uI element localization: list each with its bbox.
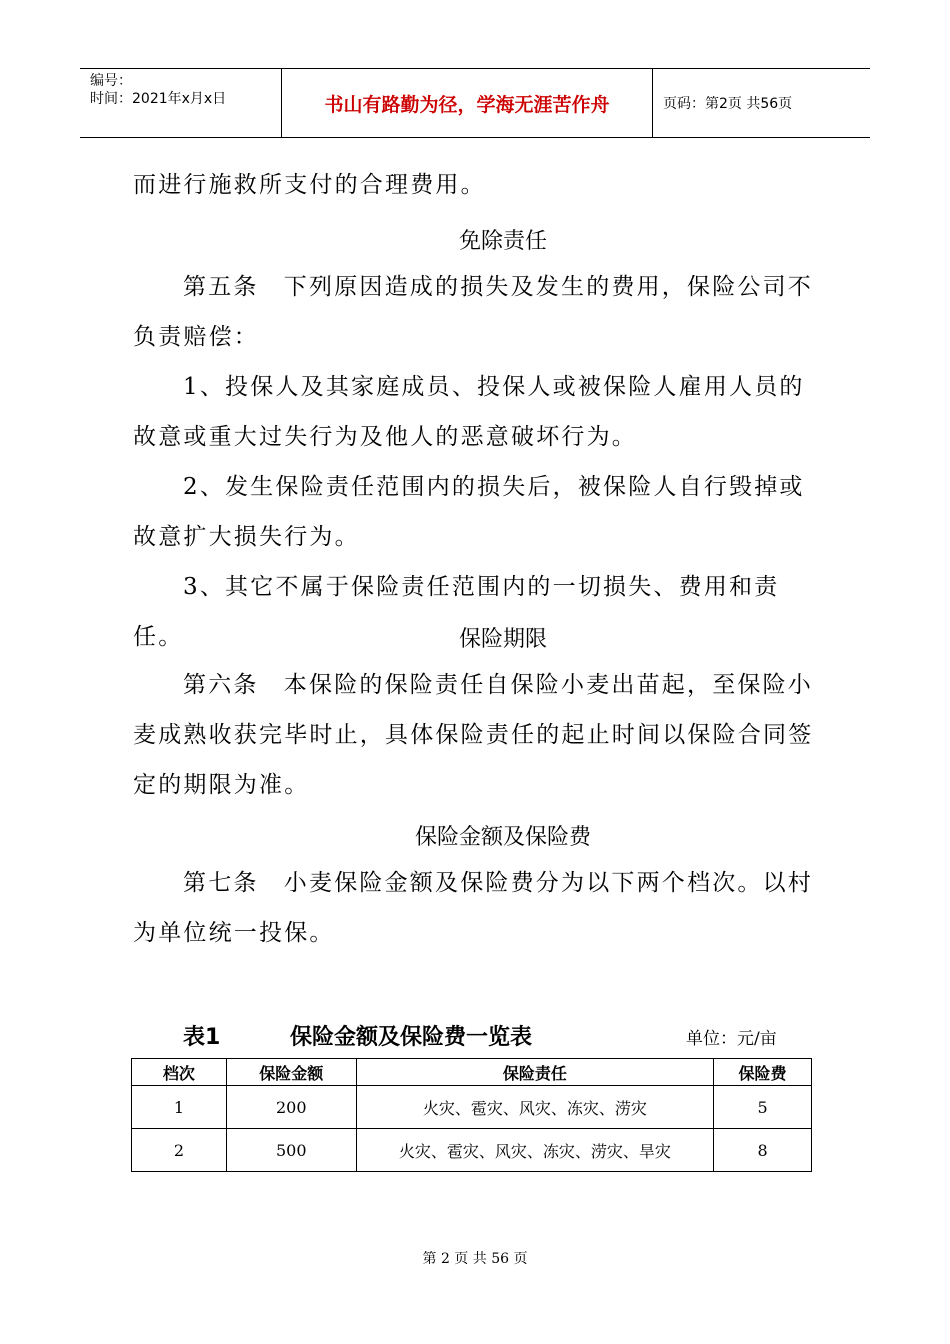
table-cell: 8	[714, 1129, 812, 1172]
exclusion-item-3: 3、其它不属于保险责任范围内的一切损失、费用和责任。	[133, 574, 780, 650]
paragraph-continuation: 而进行施救所支付的合理费用。	[133, 172, 486, 198]
table-caption-title: 保险金额及保险费一览表	[290, 1025, 533, 1050]
column-header: 保险责任	[356, 1059, 713, 1086]
table-cell: 火灾、雹灾、风灾、冻灾、涝灾、旱灾	[356, 1129, 713, 1172]
table-cell: 火灾、雹灾、风灾、冻灾、涝灾	[356, 1086, 713, 1129]
table-cell: 200	[226, 1086, 356, 1129]
column-header: 档次	[132, 1059, 227, 1086]
table-caption-number: 表1	[183, 1025, 221, 1050]
table-cell: 5	[714, 1086, 812, 1129]
article-6: 第六条 本保险的保险责任自保险小麦出苗起，至保险小麦成熟收获完毕时止，具体保险责任的起止时间以保险合同签定的期限为准。	[133, 672, 814, 798]
premium-table	[131, 1058, 812, 1172]
table-cell: 2	[132, 1129, 227, 1172]
number-label: 编号：	[90, 73, 132, 89]
table-unit: 单位：元/亩	[686, 1029, 777, 1049]
exclusion-item-1: 1、投保人及其家庭成员、投保人或被保险人雇用人员的故意或重大过失行为及他人的恶意破坏行为。	[133, 374, 805, 450]
header-meta	[80, 69, 282, 137]
table-cell: 1	[132, 1086, 227, 1129]
column-header: 保险费	[714, 1059, 812, 1086]
table-header-row	[132, 1059, 812, 1086]
table-row	[132, 1129, 812, 1172]
table-cell: 500	[226, 1129, 356, 1172]
page-footer: 第 2 页 共 56 页	[422, 1251, 528, 1267]
header-page-info: 页码：第2页 共56页	[663, 96, 793, 112]
header-motto: 书山有路勤为径，学海无涯苦作舟	[282, 69, 653, 137]
page-header	[80, 68, 870, 138]
article-5: 第五条 下列原因造成的损失及发生的费用，保险公司不负责赔偿：	[133, 274, 813, 350]
table-row	[132, 1086, 812, 1129]
date-label: 时间：2021年x月x日	[90, 91, 227, 107]
article-7: 第七条 小麦保险金额及保险费分为以下两个档次。以村为单位统一投保。	[133, 870, 813, 946]
column-header: 保险金额	[226, 1059, 356, 1086]
section-heading-amount: 保险金额及保险费	[414, 825, 591, 850]
exclusion-item-2: 2、发生保险责任范围内的损失后，被保险人自行毁掉或故意扩大损失行为。	[133, 474, 805, 550]
section-heading-period: 保险期限	[458, 627, 547, 652]
section-heading-exclusions: 免除责任	[458, 229, 547, 254]
